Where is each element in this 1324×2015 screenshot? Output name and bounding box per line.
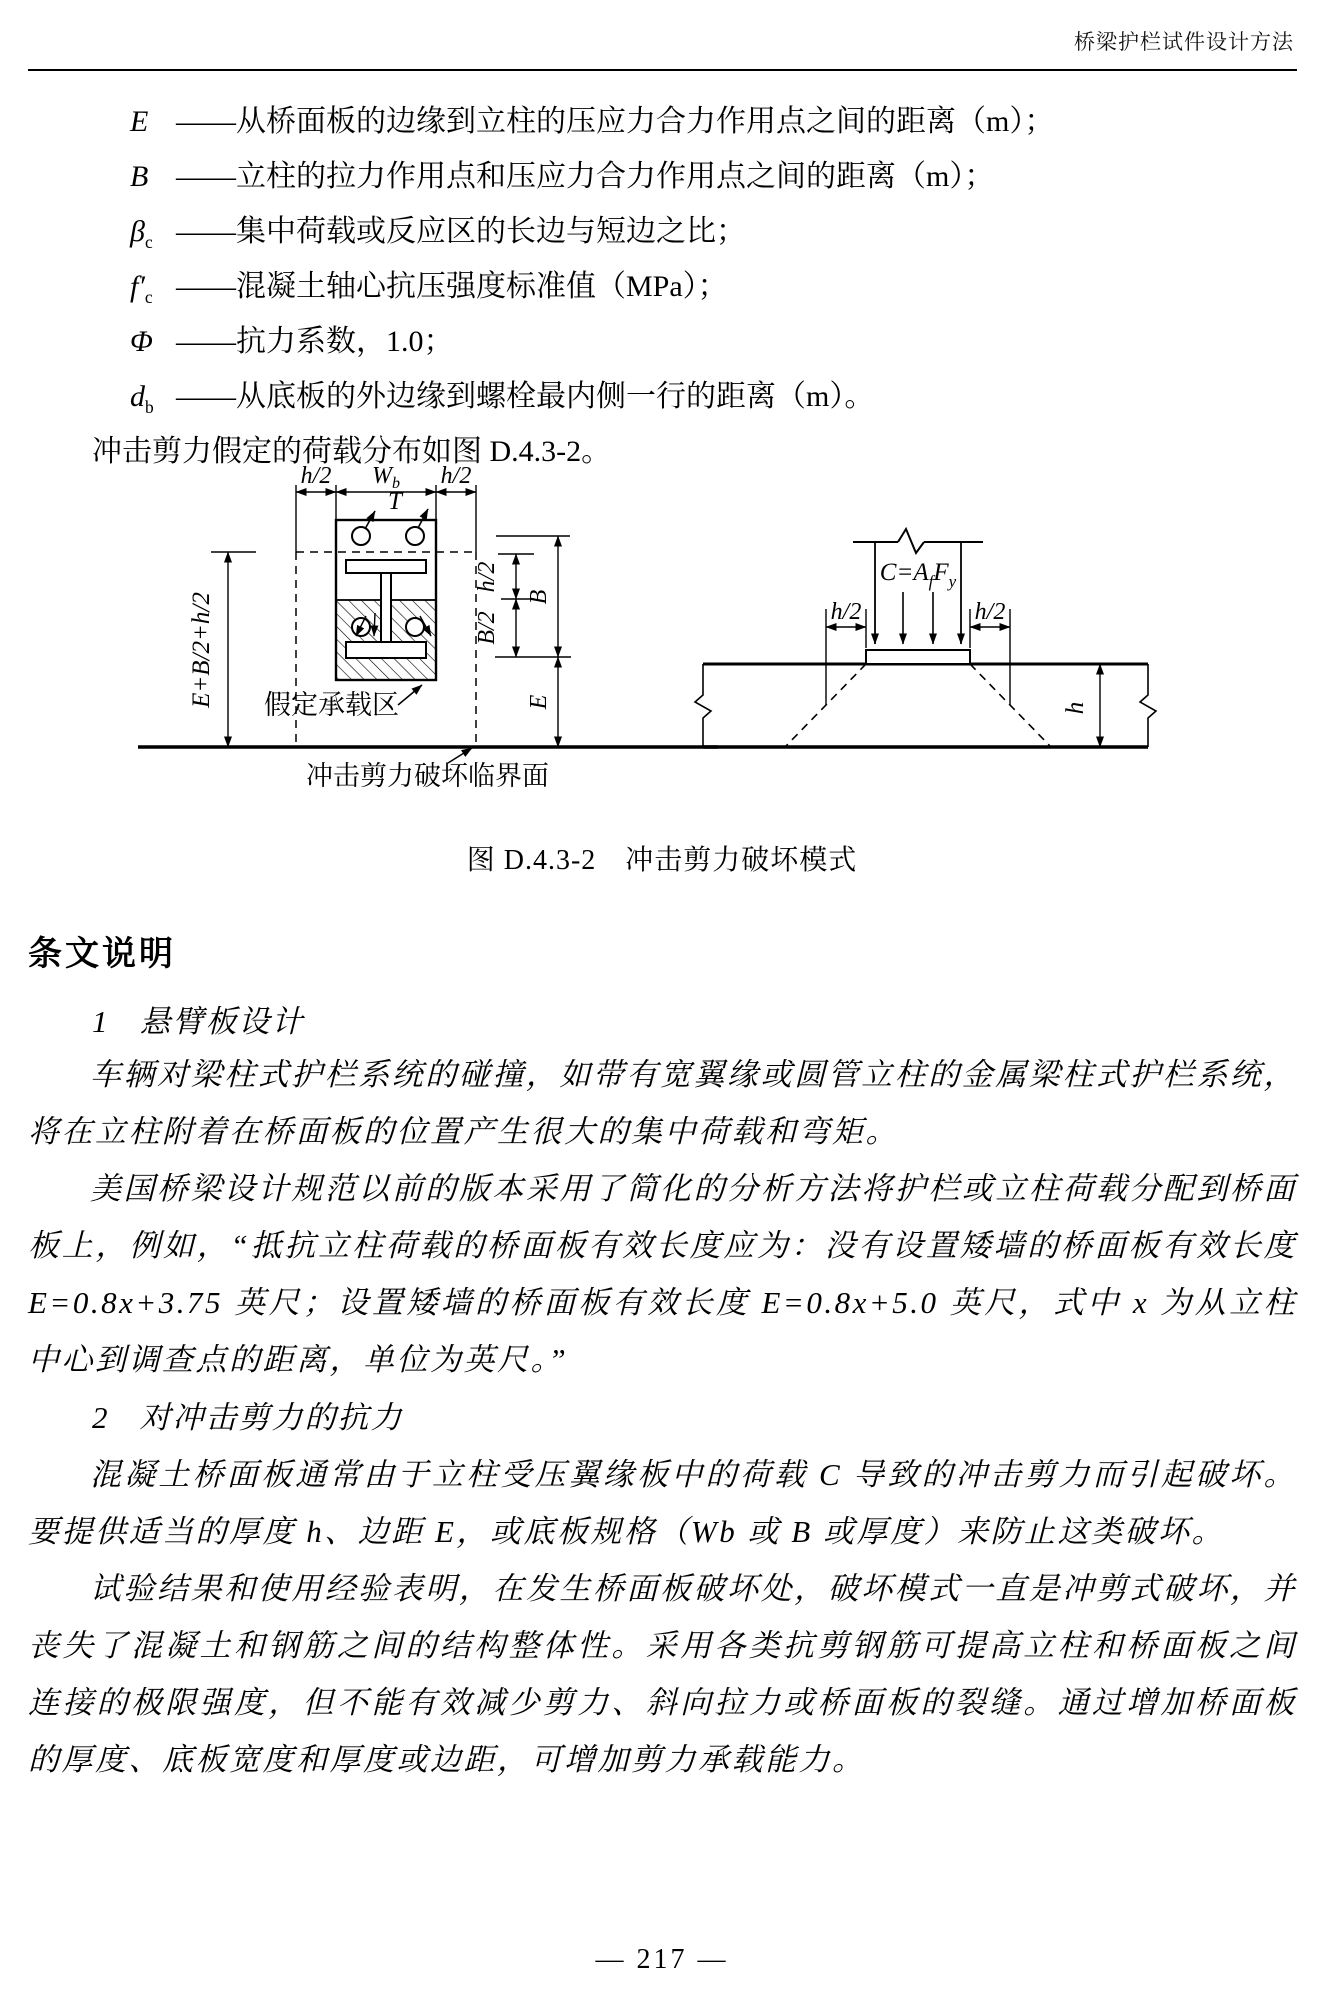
definition-text: 立柱的拉力作用点和压应力合力作用点之间的距离（m）； xyxy=(236,160,995,193)
critical-surface-label: 冲击剪力破坏临界面 xyxy=(306,761,549,791)
post-web xyxy=(381,573,391,642)
tension-force-label: T xyxy=(388,488,402,515)
bearing-arrow xyxy=(374,613,375,636)
figure-d432 xyxy=(98,452,1158,802)
notes-paragraph: 美国桥梁设计规范以前的版本采用了简化的分析方法将护栏或立柱荷载分配到桥面板上，例如，“抵抗立柱荷载的桥面板有效长度应为：没有设置矮墙的桥面板有效长度 E=0.8x+3.75 英尺；设置矮墙的桥面板有效长度 E=0.8x+5.0 英尺，式中 x 为从立柱中心到调查点的距离，单位为英尺。” xyxy=(28,1171,1297,1377)
definitions-closing-line: 冲击剪力假定的荷载分布如图 D.4.3-2。 xyxy=(92,435,612,468)
section-2-heading xyxy=(28,1392,1296,1437)
symbol: $\beta_c$ xyxy=(130,215,153,252)
dim-label-b2: B/2 xyxy=(474,611,500,645)
dim-label-h2-left: h/2 xyxy=(830,599,862,625)
definition-text: 从桥面板的边缘到立柱的压应力合力作用点之间的距离（m）； xyxy=(236,105,1055,138)
symbol: Φ xyxy=(130,325,153,358)
dim-label-e: E xyxy=(526,694,552,710)
bearing-plate xyxy=(866,650,970,664)
definition-dash: —— xyxy=(176,270,236,303)
header-rule xyxy=(28,69,1297,71)
slab-break-left xyxy=(695,664,711,747)
bearing-zone-label: 假定承载区 xyxy=(264,690,399,720)
bearing-label-leader xyxy=(398,685,422,705)
notes-paragraph: 车辆对梁柱式护栏系统的碰撞，如带有宽翼缘或圆管立柱的金属梁柱式护栏系统，将在立柱附着在桥面板的位置产生很大的集中荷载和弯矩。 xyxy=(28,1057,1297,1149)
notes-paragraph: 试验结果和使用经验表明，在发生桥面板破坏处，破坏模式一直是冲剪式破坏，并丧失了混凝土和钢筋之间的结构整体性。采用各类抗剪钢筋可提高立柱和桥面板之间连接的极限强度，但不能有效减少剪力、斜向拉力或桥面板的裂缝。通过增加桥面板的厚度、底板宽度和厚度或边距，可增加剪力承载能力。 xyxy=(28,1571,1297,1777)
right-diagram-labels xyxy=(831,559,1089,714)
dim-label-h: h xyxy=(1062,701,1089,715)
definition-item xyxy=(28,259,1296,314)
compression-force-label: $C=A_fF_y$ xyxy=(879,559,957,591)
definition-dash: —— xyxy=(176,380,236,413)
definition-text: 混凝土轴心抗压强度标准值（MPa）； xyxy=(236,270,728,303)
notes-paragraph: 混凝土桥面板通常由于立柱受压翼缘板中的荷载 C 导致的冲击剪力而引起破坏。要提供适当的厚度 h、边距 E，或底板规格（Wb 或 B 或厚度）来防止这类破坏。 xyxy=(28,1457,1297,1549)
section-title: 悬臂板设计 xyxy=(139,1004,305,1039)
dim-label-wb: $W_b$ xyxy=(372,463,400,492)
definition-dash: —— xyxy=(176,160,236,193)
dim-label-left-overall: E+B/2+h/2 xyxy=(188,592,215,708)
definition-text: 抗力系数，1.0； xyxy=(236,325,454,358)
dim-label-h2-right: h/2 xyxy=(440,463,472,489)
dim-label-b: B xyxy=(526,589,552,605)
left-diagram-plan-view xyxy=(138,485,718,763)
symbol: $f'_c$ xyxy=(130,270,153,307)
definition-item xyxy=(28,204,1296,259)
definition-text: 集中荷载或反应区的长边与短边之比； xyxy=(236,215,746,248)
dim-label-h2-right: h/2 xyxy=(974,599,1006,625)
post-top-flange xyxy=(346,560,426,573)
symbol-definitions xyxy=(28,94,1296,479)
section-title: 对冲击剪力的抗力 xyxy=(139,1400,404,1435)
page-number: — 217 — xyxy=(595,1944,729,1975)
definition-item xyxy=(28,94,1296,149)
post-top-break xyxy=(898,529,924,553)
section-1-heading xyxy=(28,996,1296,1041)
definition-dash: —— xyxy=(176,105,236,138)
running-header-title: 桥梁护栏试件设计方法 xyxy=(1074,31,1294,54)
tension-bolt-circle xyxy=(352,527,370,545)
tension-bolt-circle xyxy=(406,527,424,545)
definition-text: 从底板的外边缘到螺栓最内侧一行的距离（m）。 xyxy=(236,380,875,413)
notes-heading: 条文说明 xyxy=(28,936,176,973)
dim-label-h2-left: h/2 xyxy=(300,463,332,489)
definition-dash: —— xyxy=(176,325,236,358)
section-number: 2 xyxy=(92,1400,110,1435)
figure-caption: 图 D.4.3-2 冲击剪力破坏模式 xyxy=(466,845,858,876)
symbol: B xyxy=(130,160,149,193)
definition-item xyxy=(28,314,1296,369)
section-number: 1 xyxy=(92,1004,110,1039)
slab-break-right xyxy=(1140,664,1156,747)
definition-dash: —— xyxy=(176,215,236,248)
symbol: $d_b$ xyxy=(130,380,154,417)
symbol: E xyxy=(130,105,149,138)
definition-item xyxy=(28,149,1296,204)
post-bottom-flange xyxy=(346,642,426,658)
bolt-circle xyxy=(406,618,424,636)
dim-label-h2-side: h/2 xyxy=(474,561,500,593)
definition-item xyxy=(28,369,1296,424)
punching-shear-figure xyxy=(98,452,1158,797)
